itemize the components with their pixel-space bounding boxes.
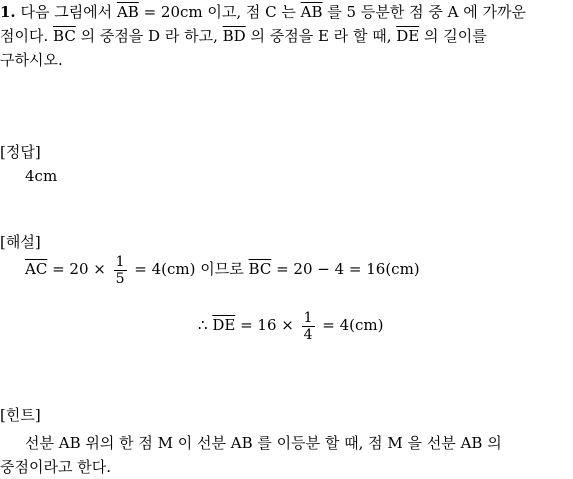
hint-line-2: 중점이라고 한다. bbox=[0, 458, 111, 476]
explanation-text: = 20 − 4 = 16(cm) bbox=[271, 260, 420, 278]
problem-text: 의 길이를 bbox=[419, 27, 487, 45]
segment-bd: $\overline{BD}$ bbox=[222, 27, 246, 45]
explanation-line-2 bbox=[198, 308, 384, 342]
hint-label: [힌트] bbox=[0, 406, 41, 424]
problem-text: 다음 그림에서 bbox=[20, 3, 117, 21]
explanation-text: = 4(cm) bbox=[317, 316, 384, 334]
problem-text: 의 중점을 E 라 할 때, bbox=[245, 27, 397, 45]
segment-bc: $\overline{BC}$ bbox=[53, 27, 76, 45]
segment-bc: $\overline{BC}$ bbox=[248, 260, 272, 278]
explanation-text: = 4(cm) 이므로 bbox=[129, 260, 249, 278]
segment-de: $\overline{DE}$ bbox=[396, 27, 420, 45]
segment-ab: $\overline{AB}$ bbox=[116, 3, 139, 21]
problem-text: = 20cm 이고, 점 C 는 bbox=[138, 3, 301, 21]
therefore-symbol: ∴ bbox=[198, 316, 213, 334]
explanation-text: = 20 × bbox=[47, 260, 111, 278]
segment-ac: $\overline{AC}$ bbox=[25, 260, 48, 278]
segment-ab: $\overline{AB}$ bbox=[300, 3, 323, 21]
explanation-label: [해설] bbox=[0, 233, 41, 251]
fraction-one-fifth bbox=[114, 254, 127, 287]
explanation-text: = 16 × bbox=[235, 316, 299, 334]
segment-de: $\overline{DE}$ bbox=[212, 316, 236, 334]
problem-text: 점이다. bbox=[0, 27, 54, 45]
problem-text: 를 5 등분한 점 중 A 에 가까운 bbox=[322, 3, 526, 21]
problem-line-1 bbox=[0, 2, 526, 22]
explanation-line-1 bbox=[25, 252, 420, 286]
hint-line-1: 선분 AB 위의 한 점 M 이 선분 AB 를 이등분 할 때, 점 M 을 선분 AB 의 bbox=[25, 434, 502, 452]
answer-label: [정답] bbox=[0, 143, 41, 161]
fraction-denominator: 5 bbox=[115, 270, 125, 287]
answer-value: 4cm bbox=[25, 167, 58, 185]
fraction-one-fourth bbox=[302, 310, 315, 343]
problem-text: 의 중점을 D 라 하고, bbox=[75, 27, 223, 45]
fraction-denominator: 4 bbox=[303, 326, 313, 343]
fraction-numerator: 1 bbox=[115, 253, 125, 270]
fraction-numerator: 1 bbox=[303, 309, 313, 326]
problem-line-3: 구하시오. bbox=[0, 51, 63, 69]
problem-line-2 bbox=[0, 26, 487, 46]
problem-number: 1. bbox=[0, 3, 16, 21]
